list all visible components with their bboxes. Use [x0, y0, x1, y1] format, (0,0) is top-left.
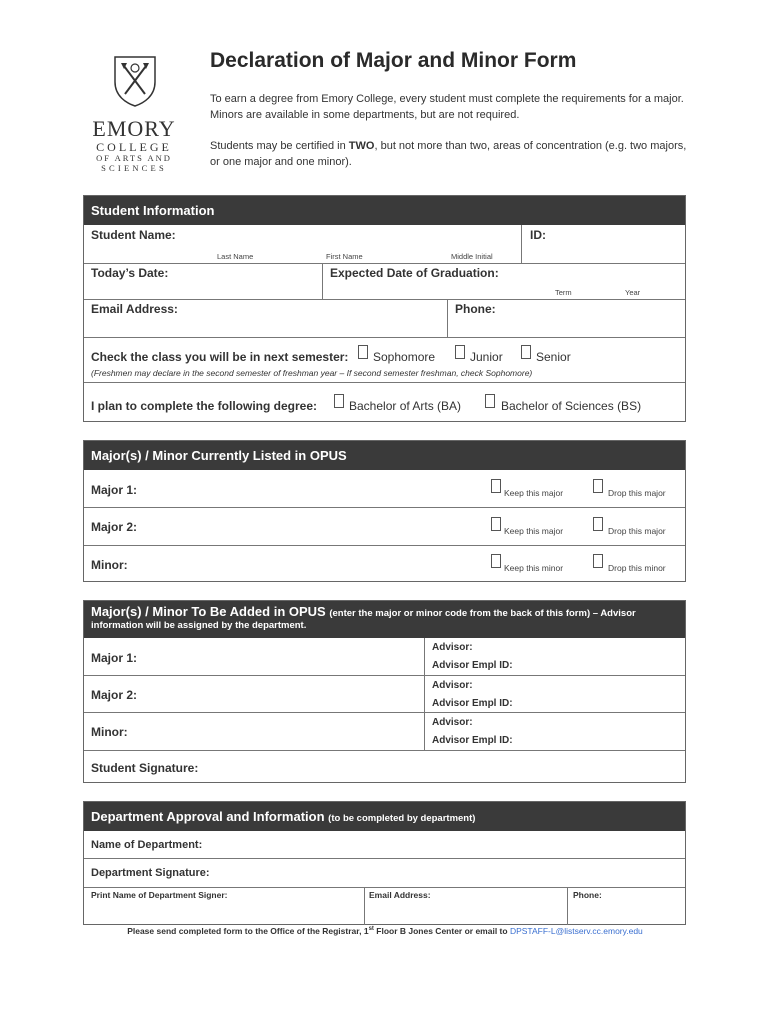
current-major2-label: Major 2: — [91, 520, 138, 534]
department-name-label: Name of Department: — [91, 839, 203, 851]
department-section — [83, 801, 686, 925]
add-major1-advisor: Advisor: — [432, 642, 473, 653]
add-major2-empl: Advisor Empl ID: — [432, 698, 513, 709]
current-majors-heading: Major(s) / Minor Currently Listed in OPUS — [84, 441, 685, 470]
email-label: Email Address: — [91, 302, 178, 316]
added-majors-heading: Major(s) / Minor To Be Added in OPUS (enter the major or minor code from the back of this form) – Advisor information will be assigned by the department. — [84, 601, 685, 638]
todays-date-label: Today’s Date: — [91, 266, 169, 280]
drop-minor-checkbox[interactable] — [593, 554, 603, 568]
keep-minor-label: Keep this minor — [504, 563, 564, 573]
logo-sciences: SCIENCES — [101, 163, 167, 173]
print-name-label: Print Name of Department Signer: — [91, 890, 228, 900]
department-signature-label: Department Signature: — [91, 867, 210, 879]
registrar-email-link[interactable]: DPSTAFF-L@listserv.cc.emory.edu — [509, 926, 643, 936]
add-major2-advisor: Advisor: — [432, 680, 473, 691]
drop-major1-label: Drop this major — [608, 488, 666, 498]
graduation-date-label: Expected Date of Graduation: — [330, 266, 499, 280]
sophomore-checkbox[interactable] — [358, 345, 368, 359]
footer-instructions: Please send completed form to the Office of the Registrar, 1st Floor B Jones Center or email to DPSTAFF-L@listserv.cc.emory.edu — [127, 926, 643, 936]
senior-option: Senior — [536, 350, 571, 364]
student-info-section — [83, 195, 686, 422]
page-title: Declaration of Major and Minor Form — [210, 49, 577, 72]
department-heading: Department Approval and Information (to be completed by department) — [84, 802, 685, 831]
sophomore-option: Sophomore — [373, 350, 436, 364]
add-minor-empl: Advisor Empl ID: — [432, 735, 513, 746]
degree-label: I plan to complete the following degree: — [91, 399, 318, 413]
add-major1-label: Major 1: — [91, 651, 138, 665]
senior-checkbox[interactable] — [521, 345, 531, 359]
first-name-hint: First Name — [326, 252, 363, 261]
add-major1-empl: Advisor Empl ID: — [432, 660, 513, 671]
drop-major2-checkbox[interactable] — [593, 517, 603, 531]
ba-checkbox[interactable] — [334, 394, 344, 408]
keep-major2-label: Keep this major — [504, 526, 564, 536]
ba-option: Bachelor of Arts (BA) — [349, 399, 462, 413]
keep-major1-label: Keep this major — [504, 488, 564, 498]
student-id-label: ID: — [530, 228, 546, 242]
junior-checkbox[interactable] — [455, 345, 465, 359]
class-label: Check the class you will be in next semester: — [91, 350, 349, 364]
add-minor-advisor: Advisor: — [432, 717, 473, 728]
added-majors-section — [83, 600, 686, 783]
year-hint: Year — [625, 288, 641, 297]
class-note: (Freshmen may declare in the second semester of freshman year – If second semester freshman, check Sophomore) — [91, 368, 533, 378]
student-info-heading: Student Information — [84, 196, 685, 225]
drop-minor-label: Drop this minor — [608, 563, 666, 573]
logo-arts: OF ARTS AND — [96, 153, 172, 163]
current-majors-section — [83, 440, 686, 582]
student-signature-label: Student Signature: — [91, 761, 199, 775]
phone-label: Phone: — [455, 302, 496, 316]
department-phone-label: Phone: — [573, 890, 602, 900]
department-email-label: Email Address: — [369, 890, 431, 900]
emory-shield-logo — [112, 54, 158, 108]
intro-concentration: Students may be certified in TWO, but not more than two, areas of concentration (e.g. two majors, or one major and one minor). — [210, 140, 687, 168]
current-major1-label: Major 1: — [91, 483, 138, 497]
keep-major1-checkbox[interactable] — [491, 479, 501, 493]
intro-paragraph: To earn a degree from Emory College, every student must complete the requirements for a major. Minors are available in some departments, but are not required. — [210, 93, 684, 121]
add-minor-label: Minor: — [91, 725, 128, 739]
add-major2-label: Major 2: — [91, 688, 138, 702]
bs-checkbox[interactable] — [485, 394, 495, 408]
student-name-label: Student Name: — [91, 228, 176, 242]
drop-major2-label: Drop this major — [608, 526, 666, 536]
keep-minor-checkbox[interactable] — [491, 554, 501, 568]
junior-option: Junior — [470, 350, 503, 364]
logo-college: COLLEGE — [96, 140, 172, 154]
last-name-hint: Last Name — [217, 252, 254, 261]
middle-initial-hint: Middle Initial — [451, 252, 493, 261]
keep-major2-checkbox[interactable] — [491, 517, 501, 531]
term-hint: Term — [555, 288, 572, 297]
drop-major1-checkbox[interactable] — [593, 479, 603, 493]
current-minor-label: Minor: — [91, 558, 128, 572]
logo-emory: EMORY — [92, 116, 176, 141]
bs-option: Bachelor of Sciences (BS) — [501, 399, 642, 413]
